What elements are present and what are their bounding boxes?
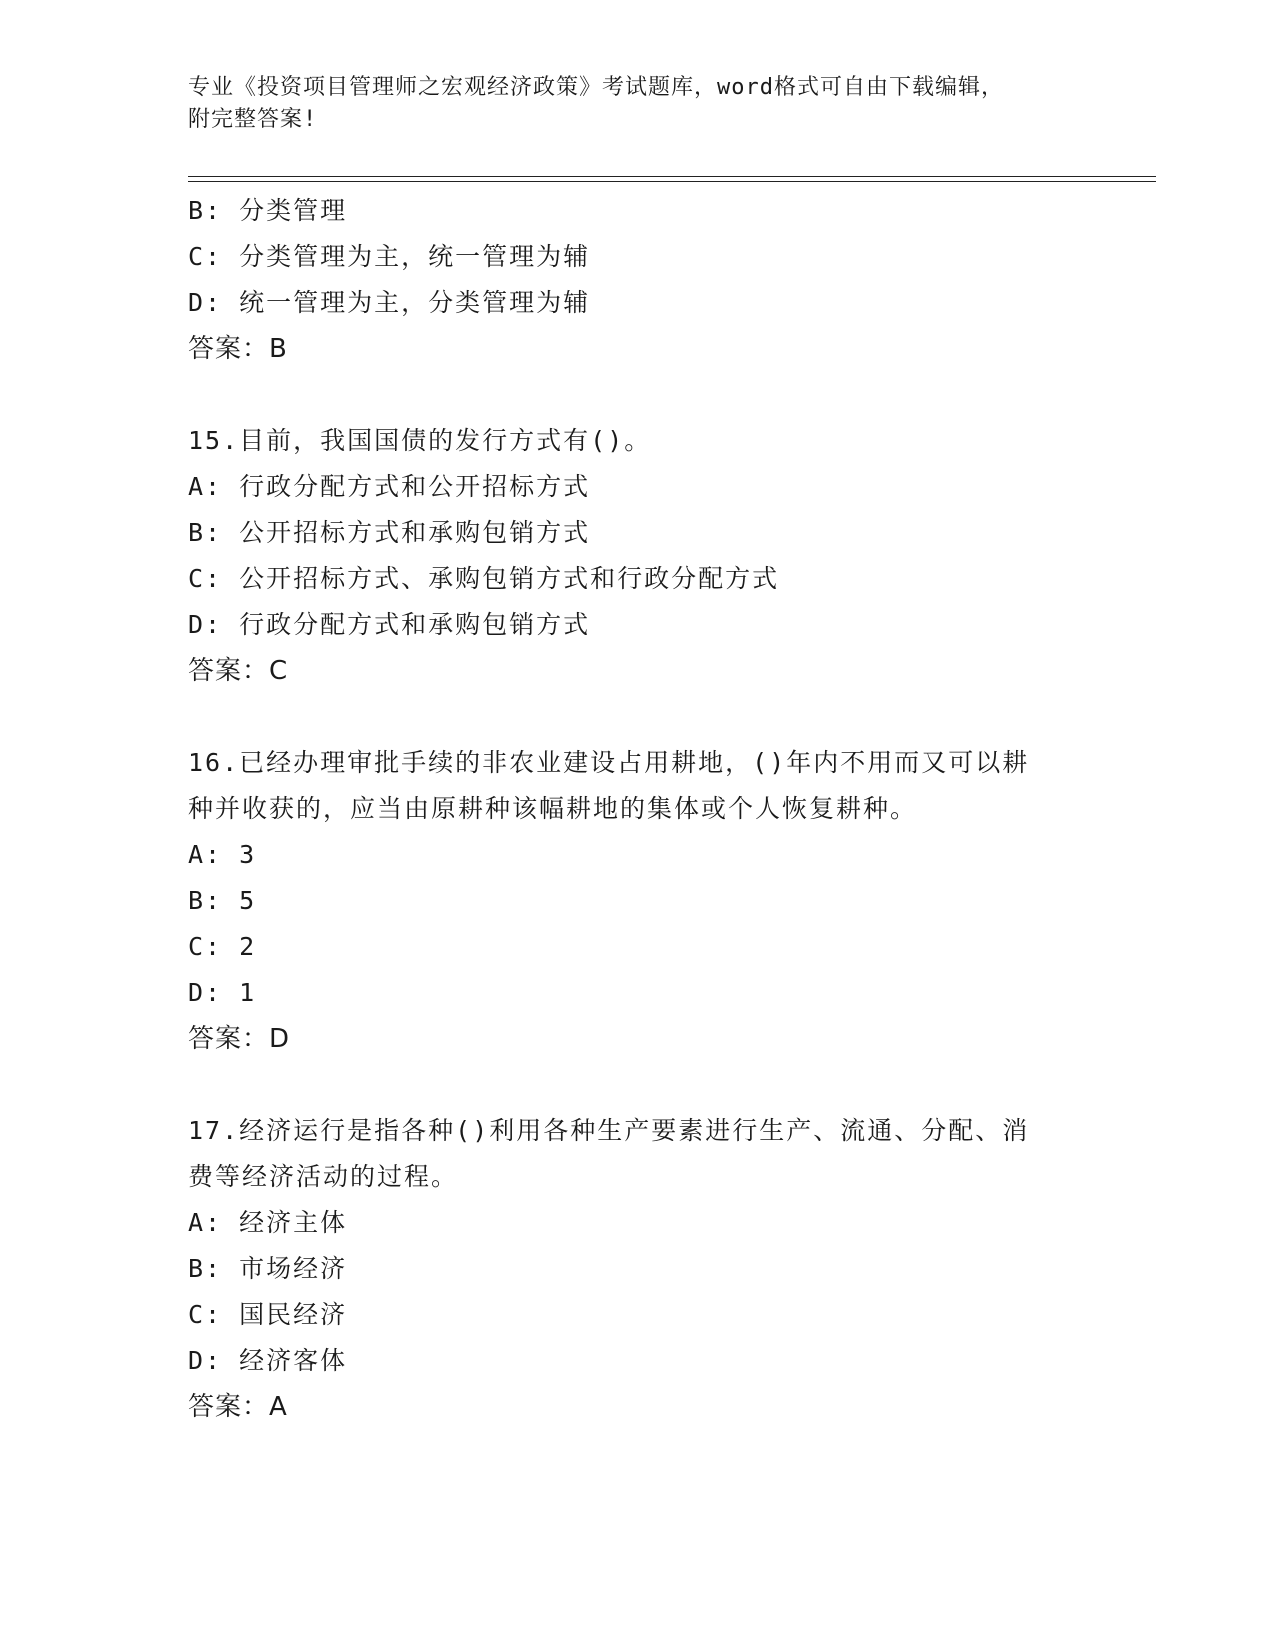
question-14 bbox=[188, 188, 1088, 372]
question-16 bbox=[188, 740, 1088, 1062]
question-stem-line-2: 费等经济活动的过程。 bbox=[188, 1162, 459, 1191]
option-d: D: 经济客体 bbox=[188, 1346, 348, 1375]
spacer bbox=[188, 372, 1088, 418]
answer: 答案：D bbox=[188, 1024, 291, 1054]
answer: 答案：C bbox=[188, 656, 289, 686]
question-stem-line-2: 种并收获的，应当由原耕种该幅耕地的集体或个人恢复耕种。 bbox=[188, 794, 918, 823]
header-line-1: 专业《投资项目管理师之宏观经济政策》考试题库，word格式可自由下载编辑， bbox=[188, 75, 1004, 100]
question-list bbox=[188, 188, 1088, 1430]
question-stem-line-1: 16.已经办理审批手续的非农业建设占用耕地，()年内不用而又可以耕 bbox=[188, 748, 1030, 777]
page-header bbox=[188, 72, 1088, 136]
option-c: C: 国民经济 bbox=[188, 1300, 348, 1329]
header-line-2: 附完整答案! bbox=[188, 107, 318, 132]
question-stem: 15.目前，我国国债的发行方式有()。 bbox=[188, 426, 652, 455]
answer: 答案：B bbox=[188, 334, 288, 364]
option-d: D: 1 bbox=[188, 978, 257, 1007]
option-c: C: 分类管理为主，统一管理为辅 bbox=[188, 242, 591, 271]
question-17 bbox=[188, 1108, 1088, 1430]
spacer bbox=[188, 694, 1088, 740]
option-c: C: 2 bbox=[188, 932, 257, 961]
option-b: B: 分类管理 bbox=[188, 196, 348, 225]
option-a: A: 3 bbox=[188, 840, 257, 869]
option-b: B: 5 bbox=[188, 886, 257, 915]
option-d: D: 统一管理为主，分类管理为辅 bbox=[188, 288, 591, 317]
option-c: C: 公开招标方式、承购包销方式和行政分配方式 bbox=[188, 564, 780, 593]
option-a: A: 行政分配方式和公开招标方式 bbox=[188, 472, 591, 501]
option-b: B: 市场经济 bbox=[188, 1254, 348, 1283]
answer: 答案：A bbox=[188, 1392, 288, 1422]
option-b: B: 公开招标方式和承购包销方式 bbox=[188, 518, 591, 547]
question-stem-line-1: 17.经济运行是指各种()利用各种生产要素进行生产、流通、分配、消 bbox=[188, 1116, 1030, 1145]
option-d: D: 行政分配方式和承购包销方式 bbox=[188, 610, 591, 639]
option-a: A: 经济主体 bbox=[188, 1208, 348, 1237]
spacer bbox=[188, 1062, 1088, 1108]
question-15 bbox=[188, 418, 1088, 694]
header-divider bbox=[188, 176, 1156, 182]
